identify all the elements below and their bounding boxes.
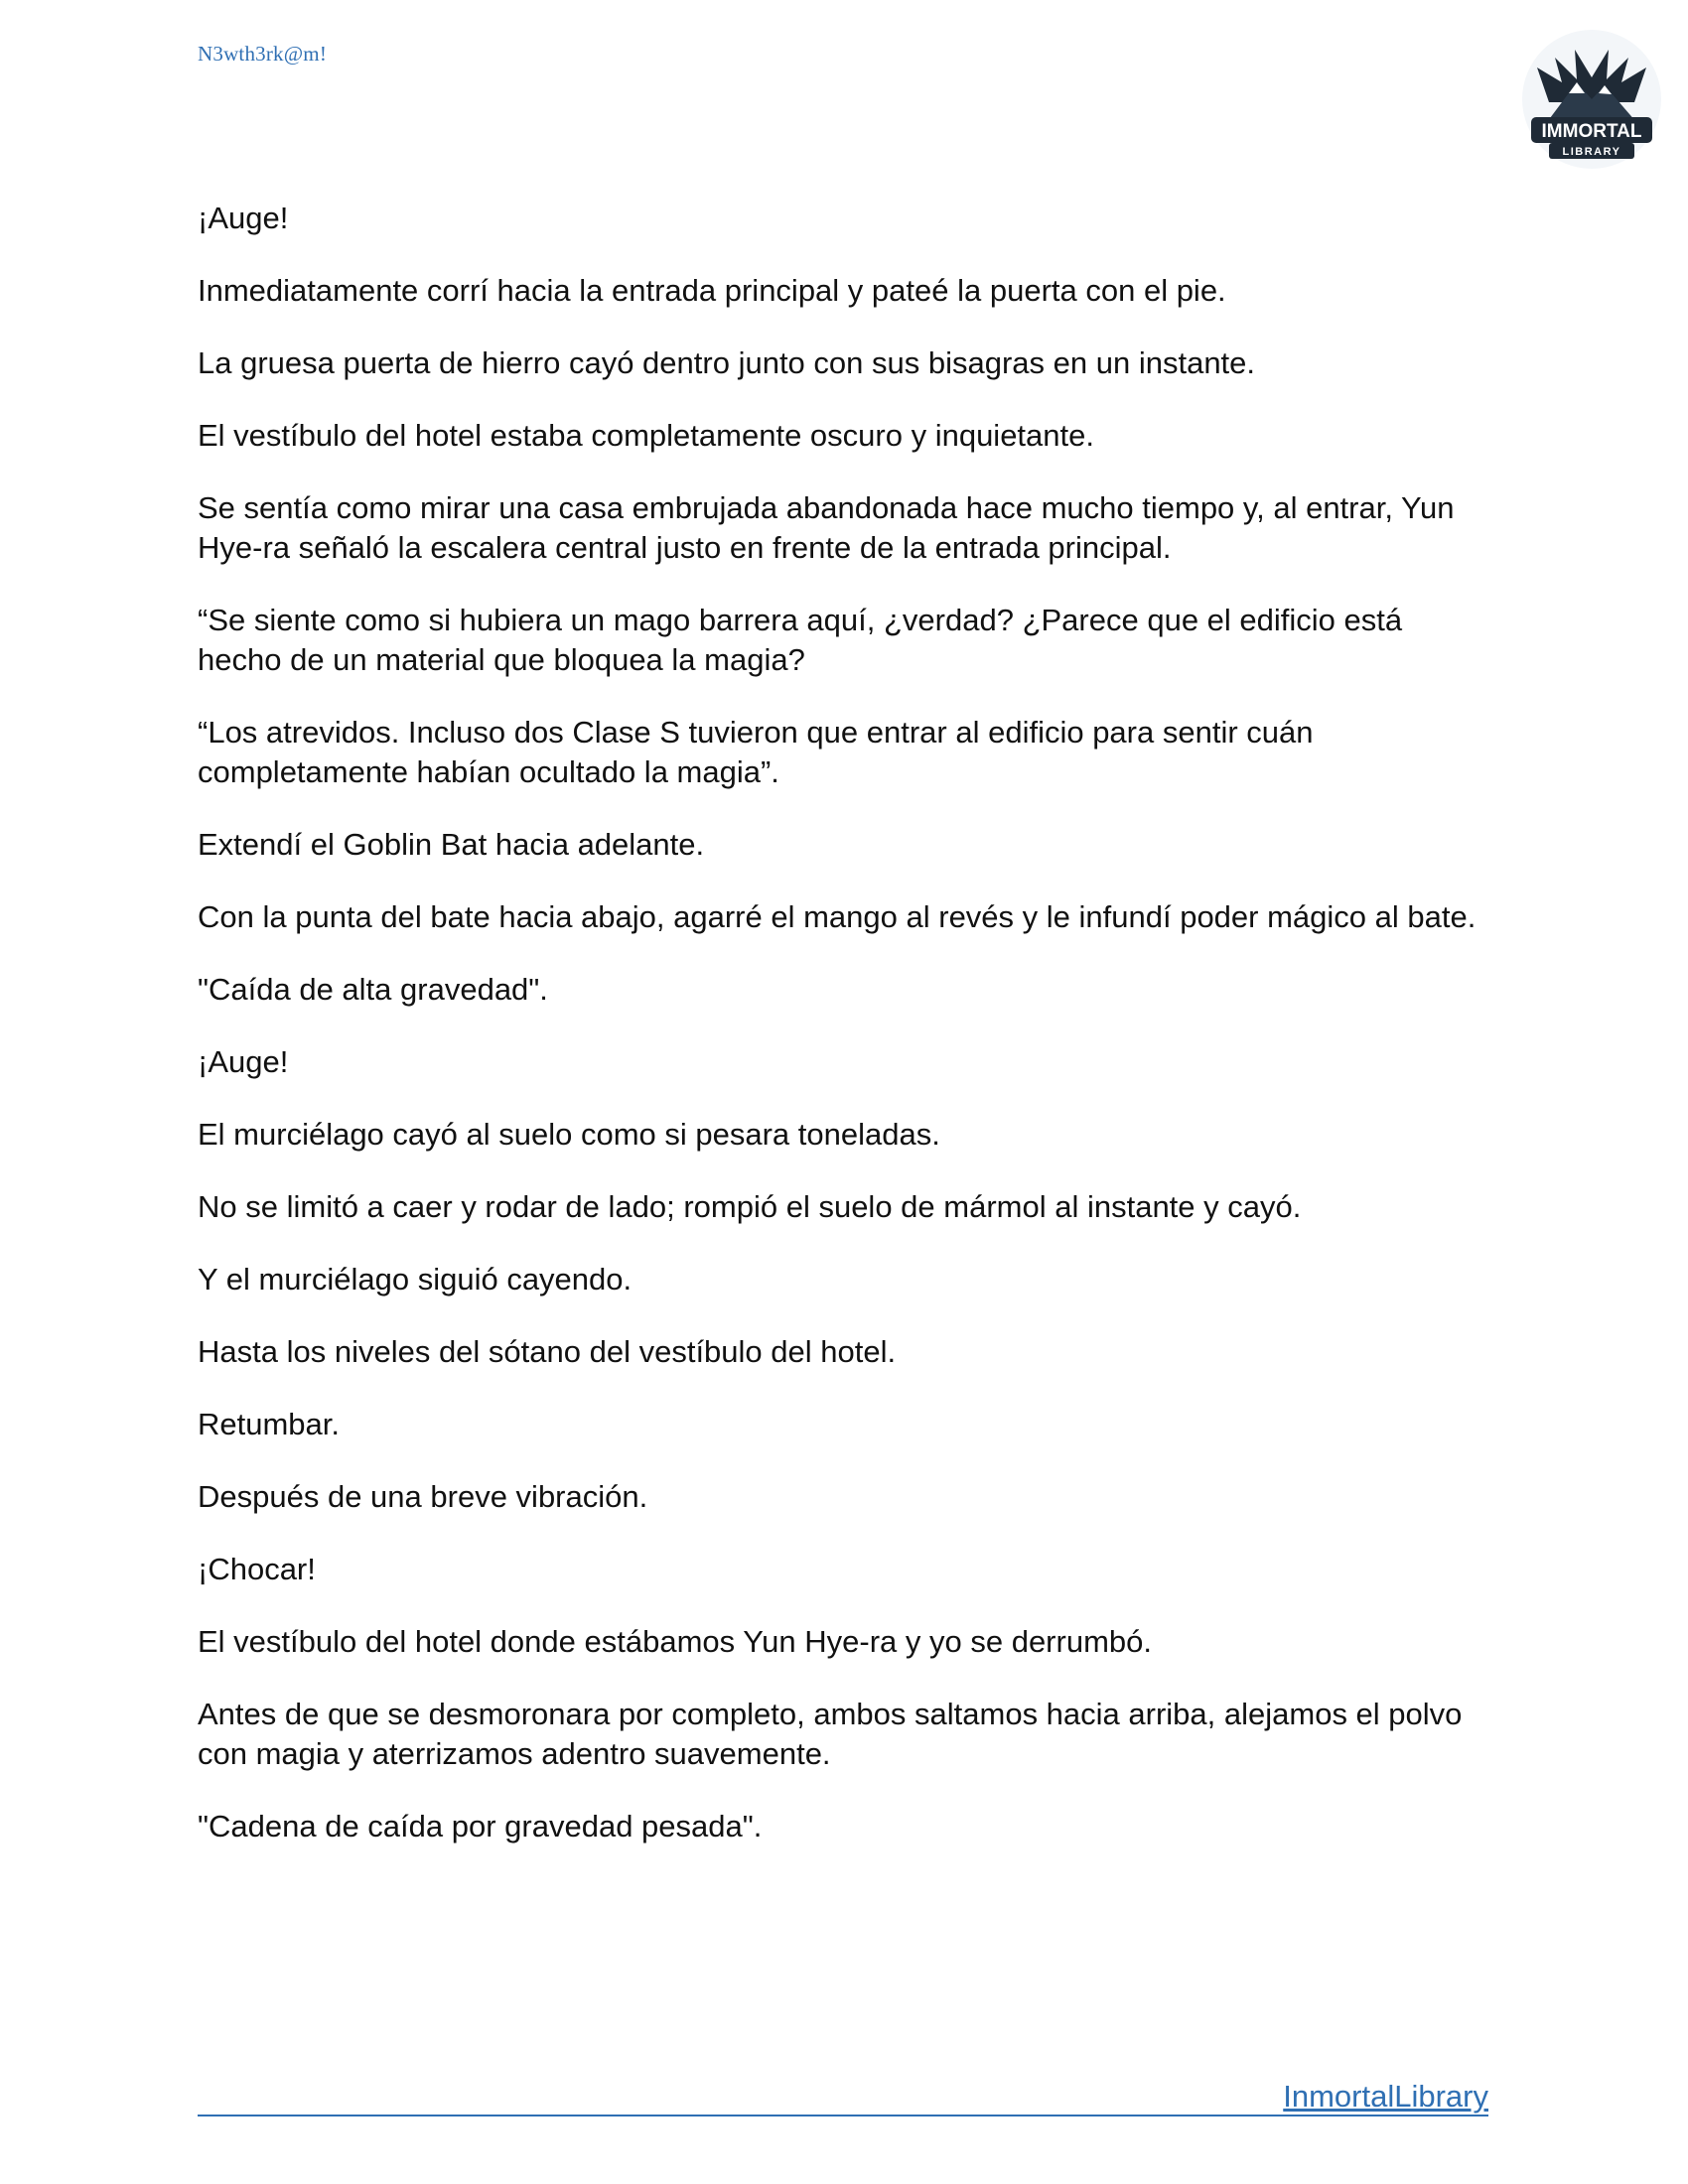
footer-divider bbox=[198, 2115, 1488, 2116]
paragraph: Hasta los niveles del sótano del vestíbulo del hotel. bbox=[198, 1334, 897, 1369]
paragraph: "Caída de alta gravedad". bbox=[198, 972, 548, 1007]
paragraph: No se limitó a caer y rodar de lado; rompió el suelo de mármol al instante y cayó. bbox=[198, 1189, 1302, 1224]
watermark-text: N3wth3rk@m! bbox=[198, 42, 328, 66]
logo-text-top: IMMORTAL bbox=[1541, 121, 1642, 142]
paragraph: El vestíbulo del hotel donde estábamos Yun Hye-ra y yo se derrumbó. bbox=[198, 1624, 1152, 1659]
paragraph: ¡Chocar! bbox=[198, 1552, 316, 1586]
paragraph: Inmediatamente corrí hacia la entrada principal y pateé la puerta con el pie. bbox=[198, 273, 1226, 308]
paragraph: ¡Auge! bbox=[198, 201, 289, 235]
paragraph: El vestíbulo del hotel estaba completamente oscuro y inquietante. bbox=[198, 418, 1094, 453]
immortal-library-logo bbox=[1517, 28, 1666, 172]
document-body bbox=[198, 199, 1488, 1879]
paragraph: Antes de que se desmoronara por completo, ambos saltamos hacia arriba, alejamos el polvo con magia y aterrizamos adentro suavemente. bbox=[198, 1697, 1463, 1771]
logo-text-bottom: LIBRARY bbox=[1562, 146, 1621, 158]
paragraph: ¡Auge! bbox=[198, 1044, 289, 1079]
paragraph: “Los atrevidos. Incluso dos Clase S tuvieron que entrar al edificio para sentir cuán completamente habían ocultado la magia”. bbox=[198, 715, 1314, 789]
paragraph: Después de una breve vibración. bbox=[198, 1479, 648, 1514]
paragraph: El murciélago cayó al suelo como si pesara toneladas. bbox=[198, 1117, 940, 1152]
paragraph: La gruesa puerta de hierro cayó dentro junto con sus bisagras en un instante. bbox=[198, 345, 1256, 380]
footer-link[interactable]: InmortalLibrary bbox=[1283, 2079, 1488, 2114]
paragraph: Retumbar. bbox=[198, 1407, 341, 1441]
paragraph: “Se siente como si hubiera un mago barrera aquí, ¿verdad? ¿Parece que el edificio está hecho de un material que bloquea la magia? bbox=[198, 603, 1403, 677]
paragraph: Y el murciélago siguió cayendo. bbox=[198, 1262, 633, 1297]
paragraph: "Cadena de caída por gravedad pesada". bbox=[198, 1809, 763, 1843]
paragraph: Extendí el Goblin Bat hacia adelante. bbox=[198, 827, 705, 862]
paragraph: Con la punta del bate hacia abajo, agarré el mango al revés y le infundí poder mágico al bate. bbox=[198, 899, 1477, 934]
paragraph: Se sentía como mirar una casa embrujada abandonada hace mucho tiempo y, al entrar, Yun Hye-ra señaló la escalera central justo en frente de la entrada principal. bbox=[198, 490, 1455, 565]
